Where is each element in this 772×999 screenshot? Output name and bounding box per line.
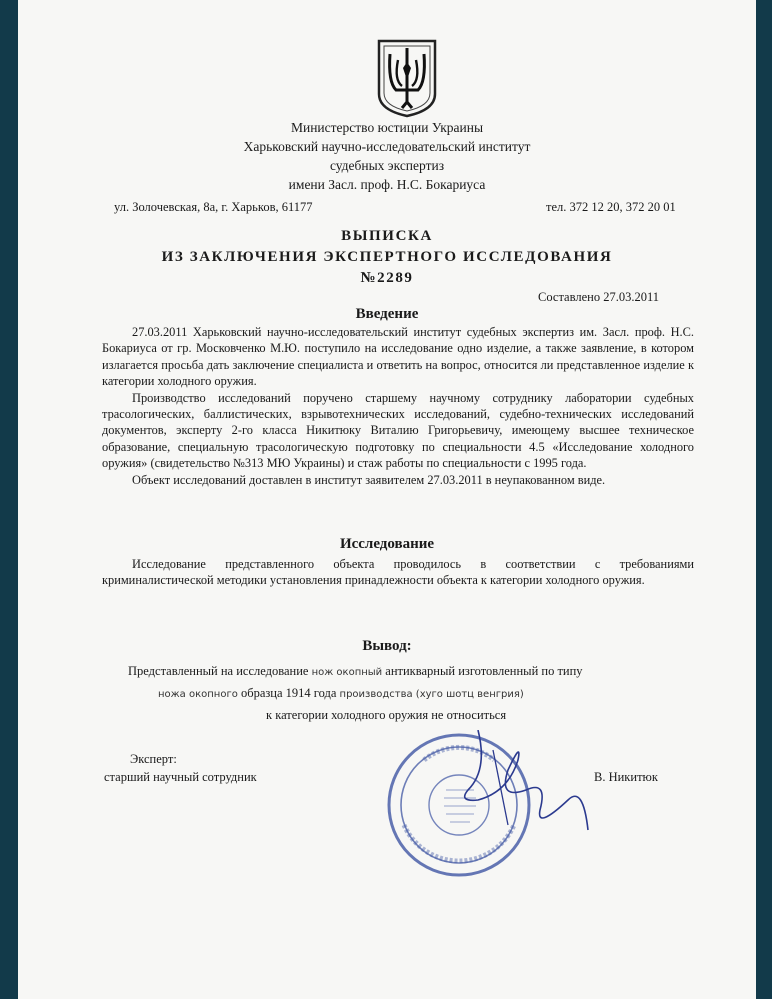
research-paragraph: Исследование представленного объекта проводилось в соответствии с требованиями криминалистической методики установления принадлежности объекта к категории холодного оружия. bbox=[102, 557, 694, 588]
expert-position: старший научный сотрудник bbox=[104, 770, 257, 784]
handwritten-type: ножа окопного bbox=[158, 689, 238, 700]
trident-emblem-icon bbox=[376, 38, 438, 118]
document-sheet bbox=[18, 0, 756, 999]
right-frame bbox=[756, 0, 772, 999]
research-heading: Исследование bbox=[339, 536, 435, 552]
composed-date: Составлено 27.03.2011 bbox=[538, 290, 659, 304]
title-line-3: №2289 bbox=[360, 270, 414, 286]
signature-icon bbox=[448, 730, 598, 840]
ministry-header bbox=[18, 118, 756, 194]
title-line-2: ИЗ ЗАКЛЮЧЕНИЯ ЭКСПЕРТНОГО ИССЛЕДОВАНИЯ bbox=[161, 249, 613, 265]
intro-heading: Введение bbox=[355, 306, 419, 322]
conclusion-line-1 bbox=[128, 662, 728, 682]
conclusion-line-2 bbox=[158, 684, 718, 704]
title-line-1: ВЫПИСКА bbox=[341, 228, 433, 244]
conclusion-text-a: Представленный на исследование bbox=[128, 664, 309, 678]
intro-paragraph-1: 27.03.2011 Харьковский научно-исследовательский институт судебных экспертиз им. Засл. проф. Н.С. Бокариуса от гр. Московченко М.Ю. поступило на исследование одно изделие, а также заявление, в котором излагается просьба дать заключение специалиста и ответить на вопрос, относится ли представленное изделие к категории холодного оружия. bbox=[102, 325, 694, 389]
conclusion-text-b: антикварный изготовленный по типу bbox=[385, 664, 583, 678]
conclusion-line-3: к категории холодного оружия не относиться bbox=[266, 708, 507, 722]
intro-paragraph-3: Объект исследований доставлен в институт заявителем 27.03.2011 в неупакованном виде. bbox=[132, 472, 606, 487]
research-section bbox=[102, 556, 694, 589]
phone: тел. 372 12 20, 372 20 01 bbox=[546, 200, 676, 214]
conclusion-model: образца 1914 года bbox=[240, 686, 337, 700]
handwritten-maker: производства (хуго шотц венгрия) bbox=[339, 689, 524, 700]
ministry-line: Министерство юстиции Украины bbox=[290, 120, 484, 135]
expert-name: В. Никитюк bbox=[594, 770, 658, 784]
institute-line: Харьковский научно-исследовательский институт bbox=[243, 139, 531, 154]
left-frame bbox=[0, 0, 18, 999]
expert-label: Эксперт: bbox=[130, 752, 177, 766]
institute-line-2: судебных экспертиз bbox=[329, 158, 445, 173]
institute-name-line: имени Засл. проф. Н.С. Бокариуса bbox=[288, 177, 486, 192]
intro-section bbox=[102, 324, 694, 488]
address: ул. Золочевская, 8а, г. Харьков, 61177 bbox=[114, 200, 313, 214]
intro-paragraph-2: Производство исследований поручено старшему научному сотруднику лаборатории судебных трасологических, баллистических, взрывотехнических исследований, судебно-технических исследований документов, эксперту 2-го класса Никитюку Виталию Григорьевичу, имеющему высшее техническое образование, специальную трасологическую подготовку по специальности 4.5 «Исследование холодного оружия» (свидетельство №313 МЮ Украины) и стаж работы по специальности с 1995 года. bbox=[102, 390, 694, 471]
document-title bbox=[18, 226, 756, 289]
handwritten-item: нож окопный bbox=[311, 667, 383, 678]
conclusion-heading: Вывод: bbox=[362, 638, 412, 654]
